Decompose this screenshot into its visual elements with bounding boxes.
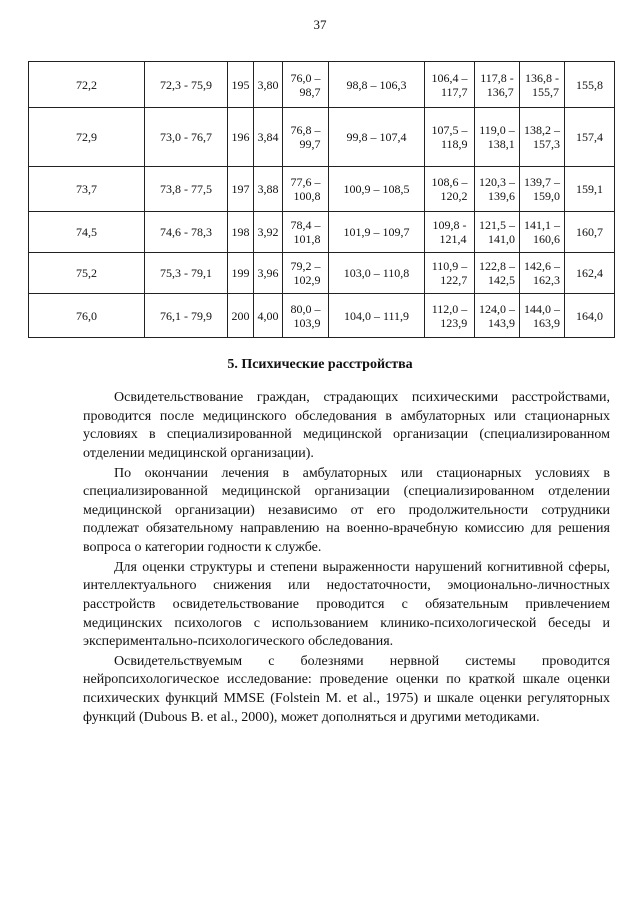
table-cell: 197 (228, 167, 254, 212)
table-row (29, 253, 615, 294)
table-cell: 155,8 (565, 62, 615, 108)
table-cell: 138,2 – 157,3 (520, 108, 565, 167)
table-cell: 200 (228, 294, 254, 338)
table-cell: 110,9 – 122,7 (425, 253, 475, 294)
paragraph: По окончании лечения в амбулаторных или стационарных условиях в специализированной медицинской организации (специализированном отделении медицинской организации) независимо от его продолжительности сотрудники подлежат обязательному направлению на военно-врачебную комиссию для решения вопроса о категории годности к службе. (83, 465, 610, 555)
table-cell: 101,9 – 109,7 (329, 212, 425, 253)
table-cell: 98,8 – 106,3 (329, 62, 425, 108)
table-cell: 76,0 (29, 294, 145, 338)
table-cell: 72,9 (29, 108, 145, 167)
paragraph: Для оценки структуры и степени выраженности нарушений когнитивной сферы, интеллектуального снижения или недостаточности, эмоционально-личностных расстройств освидетельствование проводится с обязательным привлечением медицинских психологов с использованием клинико-психологической беседы и экспериментально-психологического обследования. (83, 559, 610, 650)
table-cell: 74,5 (29, 212, 145, 253)
table-cell: 109,8 - 121,4 (425, 212, 475, 253)
table-cell: 77,6 – 100,8 (283, 167, 329, 212)
table-cell: 99,8 – 107,4 (329, 108, 425, 167)
table-cell: 195 (228, 62, 254, 108)
table-cell: 124,0 – 143,9 (475, 294, 520, 338)
table-cell: 3,96 (254, 253, 283, 294)
table-cell: 120,3 – 139,6 (475, 167, 520, 212)
table-cell: 100,9 – 108,5 (329, 167, 425, 212)
table-cell: 72,3 - 75,9 (145, 62, 228, 108)
table-cell: 72,2 (29, 62, 145, 108)
table-cell: 119,0 – 138,1 (475, 108, 520, 167)
table-row (29, 294, 615, 338)
table-row (29, 167, 615, 212)
table-cell: 3,88 (254, 167, 283, 212)
table-row (29, 212, 615, 253)
table-cell: 162,4 (565, 253, 615, 294)
table-cell: 157,4 (565, 108, 615, 167)
table-cell: 121,5 – 141,0 (475, 212, 520, 253)
table-cell: 160,7 (565, 212, 615, 253)
section-title: 5. Психические расстройства (227, 357, 413, 372)
table-cell: 3,92 (254, 212, 283, 253)
table-cell: 108,6 – 120,2 (425, 167, 475, 212)
table-cell: 196 (228, 108, 254, 167)
table-cell: 76,8 – 99,7 (283, 108, 329, 167)
table-cell: 74,6 - 78,3 (145, 212, 228, 253)
table-cell: 141,1 – 160,6 (520, 212, 565, 253)
table-cell: 139,7 – 159,0 (520, 167, 565, 212)
table-row (29, 62, 615, 108)
table-cell: 159,1 (565, 167, 615, 212)
table-cell: 75,3 - 79,1 (145, 253, 228, 294)
table-cell: 136,8 - 155,7 (520, 62, 565, 108)
reference-table (28, 61, 615, 338)
body-text (83, 389, 610, 728)
table-cell: 107,5 – 118,9 (425, 108, 475, 167)
table-cell: 79,2 – 102,9 (283, 253, 329, 294)
table-cell: 104,0 – 111,9 (329, 294, 425, 338)
table-cell: 199 (228, 253, 254, 294)
paragraph: Освидетельствование граждан, страдающих психическими расстройствами, проводится после медицинского обследования в амбулаторных или стационарных условиях в специализированной медицинской организации (специализированном отделении медицинской организации). (83, 390, 610, 461)
table-cell: 75,2 (29, 253, 145, 294)
table-cell: 122,8 – 142,5 (475, 253, 520, 294)
table-cell: 76,0 – 98,7 (283, 62, 329, 108)
table-cell: 73,7 (29, 167, 145, 212)
table-cell: 106,4 – 117,7 (425, 62, 475, 108)
table-cell: 3,80 (254, 62, 283, 108)
table-cell: 80,0 – 103,9 (283, 294, 329, 338)
page-number: 37 (313, 17, 327, 32)
table-cell: 4,00 (254, 294, 283, 338)
table-cell: 112,0 – 123,9 (425, 294, 475, 338)
table-cell: 142,6 – 162,3 (520, 253, 565, 294)
table-cell: 144,0 – 163,9 (520, 294, 565, 338)
table-row (29, 108, 615, 167)
table-cell: 3,84 (254, 108, 283, 167)
paragraph: Освидетельствуемым с болезнями нервной системы проводится нейропсихологическое исследование: проведение оценки по краткой шкале оценки психических функций MMSE (Folstein M. et al., 1975) и шкале оценки регуляторных функций (Dubous B. et al., 2000), может дополняться и другими методиками. (83, 653, 610, 725)
table-cell: 164,0 (565, 294, 615, 338)
table-cell: 117,8 - 136,7 (475, 62, 520, 108)
table-cell: 73,8 - 77,5 (145, 167, 228, 212)
table-cell: 73,0 - 76,7 (145, 108, 228, 167)
table-cell: 78,4 – 101,8 (283, 212, 329, 253)
table-cell: 103,0 – 110,8 (329, 253, 425, 294)
table-cell: 76,1 - 79,9 (145, 294, 228, 338)
table-cell: 198 (228, 212, 254, 253)
